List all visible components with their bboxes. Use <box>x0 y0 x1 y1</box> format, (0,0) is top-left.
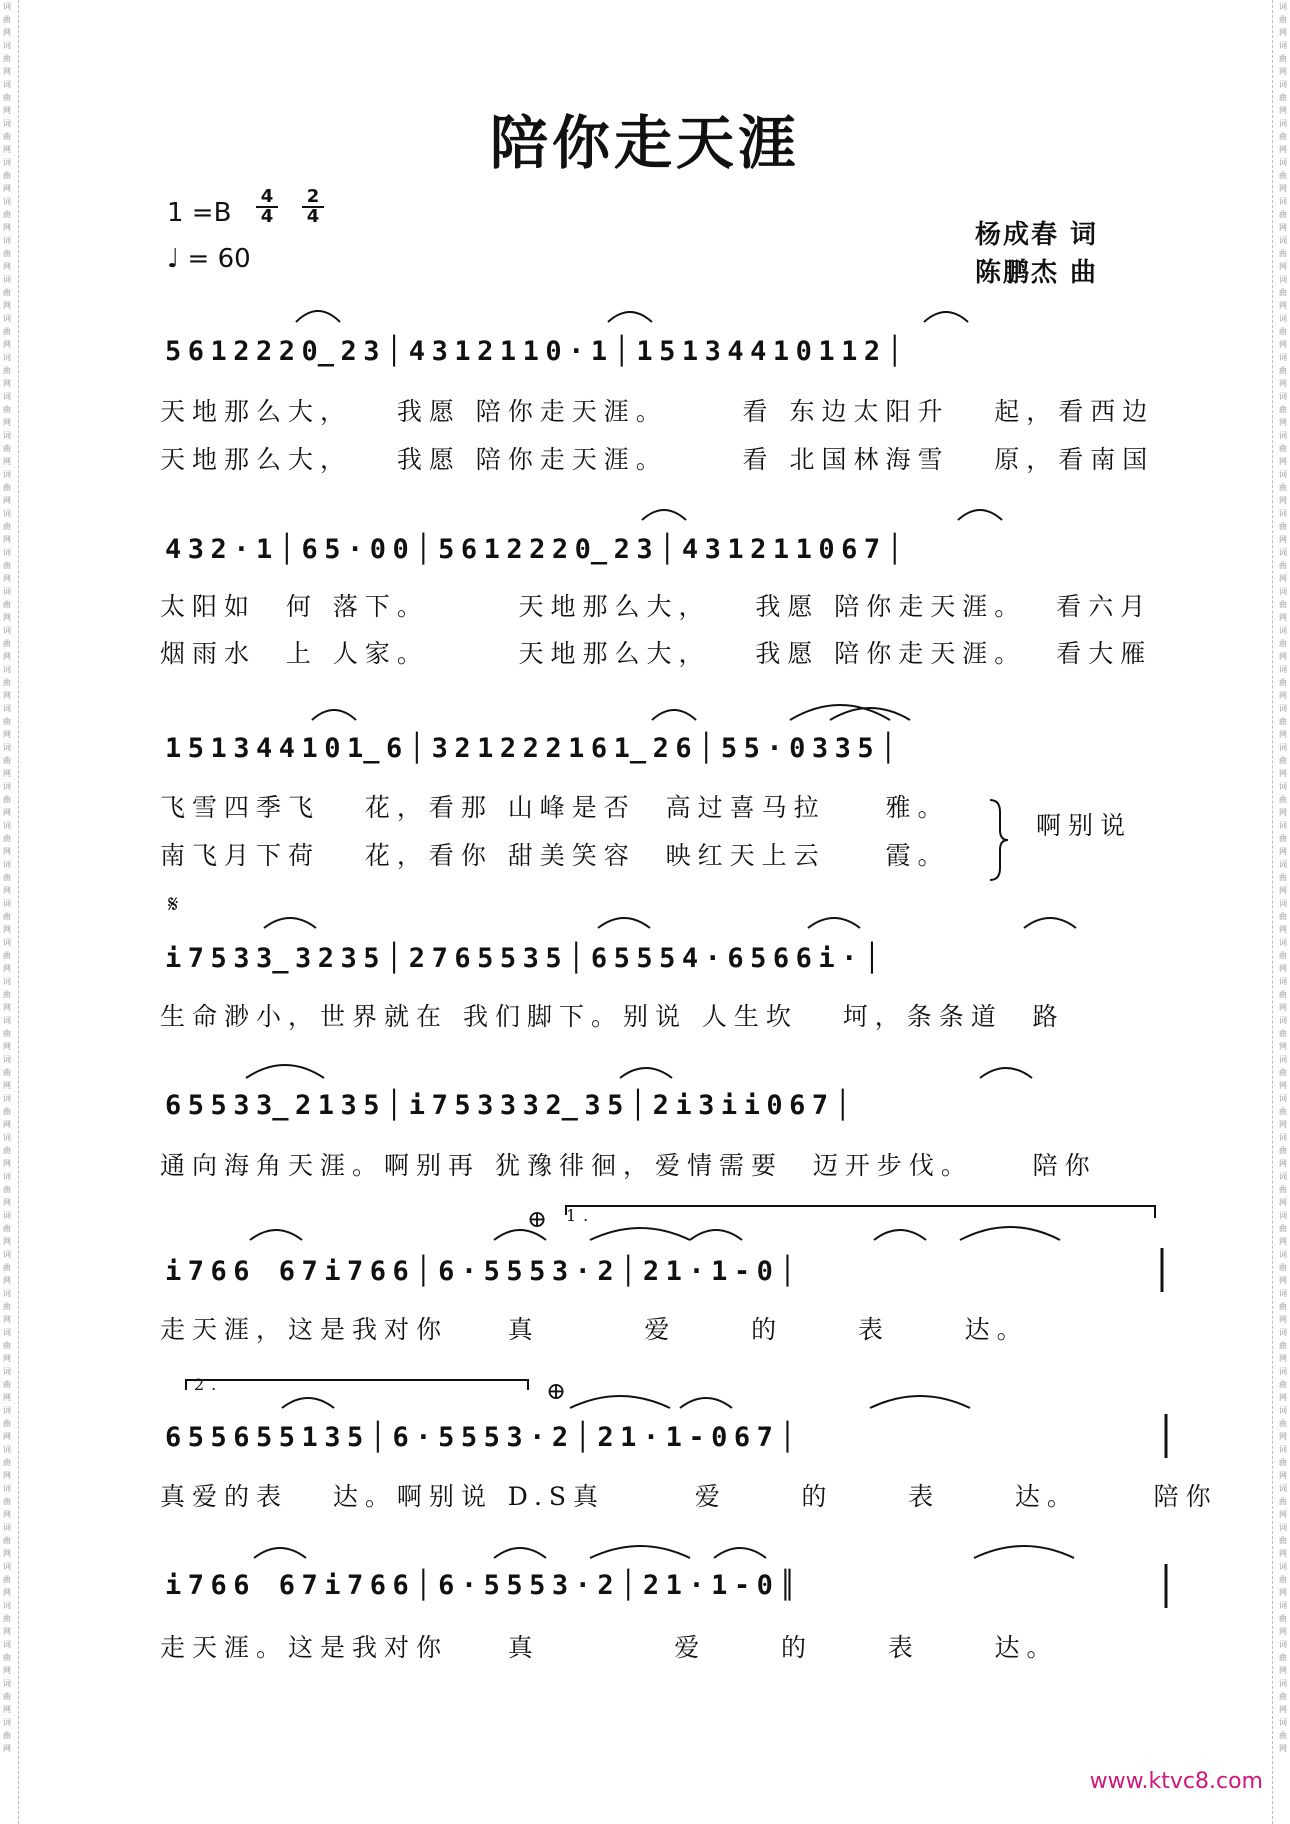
slur <box>680 1398 732 1408</box>
tempo-marking: ♩ = 60 <box>167 244 251 274</box>
slur <box>598 918 650 928</box>
notation-line-2: 432·1│65·00│5612220̲23│431211067│ <box>165 534 910 565</box>
slur <box>282 1398 334 1408</box>
slur <box>874 1230 926 1240</box>
brace <box>990 800 1008 880</box>
lyrics-line-1b: 天地那么大， 我愿 陪你走天涯。 看 北国林海雪 原，看南国 <box>160 445 1155 474</box>
coda-sign-2: ⊕ <box>546 1377 574 1405</box>
slur <box>714 1548 766 1558</box>
lyrics-line-7: 真爱的表 达。啊别说 D.S真 爱 的 表 达。 陪你 <box>160 1482 1218 1511</box>
slur <box>924 312 968 322</box>
brace-lyric: 啊别说 <box>1036 811 1133 840</box>
slur <box>974 1546 1074 1558</box>
volta-1-label: 1. <box>566 1206 596 1225</box>
quarter-note-icon: ♩ <box>167 244 180 274</box>
lyrics-line-2b: 烟雨水 上 人家。 天地那么大， 我愿 陪你走天涯。 看大雁 <box>160 639 1153 668</box>
slur <box>1024 918 1076 928</box>
lyrics-line-3a: 飞雪四季飞 花，看那 山峰是否 高过喜马拉 雅。 <box>160 793 950 822</box>
slur <box>312 710 356 720</box>
time-signature-2-4: $\frac{2}{4}$ <box>302 188 324 226</box>
volta-2-label: 2. <box>194 1375 224 1394</box>
left-side-watermark: 词 曲 网 词 曲 网 词 曲 网 词 曲 网 词 曲 网 词 曲 网 词 曲 网 词 曲 网 词 曲 网 词 曲 网 词 曲 网 词 曲 网 词 曲 网 词 曲 网 词 曲 网 词 曲 网 词 曲 网 词 曲 网 词 曲 网 词 曲 网 词 曲 网 词 曲 网 词 曲 网 词 曲 网 词 曲 网 词 曲 网 词 曲 网 词 曲 网 词 曲 网 词 曲 网 词 曲 网 词 曲 网 词 曲 网 词 曲 网 词 曲 网 词 曲 网 词 曲 网 词 曲 网 词 曲 网 词 曲 网 词 曲 网 词 曲 网 词 曲 网 词 曲 网 词 曲 网 <box>3 2 11 1753</box>
slur <box>652 710 696 720</box>
lyrics-line-4: 生命渺小，世界就在 我们脚下。别说 人生坎 坷，条条道 路 <box>160 1002 1065 1031</box>
lyrics-line-5: 通向海角天涯。啊别再 犹豫徘徊，爱情需要 迈开步伐。 陪你 <box>160 1151 1097 1180</box>
time-signature-4-4: $\frac{4}{4}$ <box>256 188 278 226</box>
slur <box>870 1396 970 1408</box>
slur <box>570 1396 670 1408</box>
lyrics-line-8: 走天涯。这是我对你 真 爱 的 表 达。 <box>160 1633 1059 1662</box>
lyrics-line-2a: 太阳如 何 落下。 天地那么大， 我愿 陪你走天涯。 看六月 <box>160 592 1153 621</box>
slur <box>296 311 340 322</box>
lyrics-line-1a: 天地那么大， 我愿 陪你走天涯。 看 东边太阳升 起，看西边 <box>160 397 1155 426</box>
lyrics-line-6: 走天涯，这是我对你 真 爱 的 表 达。 <box>160 1315 1029 1344</box>
key-signature: 1 =B <box>167 198 232 228</box>
slur <box>980 1068 1032 1078</box>
volta-1-bracket <box>566 1206 1155 1218</box>
slur <box>254 1548 306 1558</box>
notation-line-1: 5612220̲23│4312110·1│15134410112│ <box>165 336 910 367</box>
song-title: 陪你走天涯 <box>489 109 800 177</box>
notation-line-7: 655655135│6·5553·2│21·1-067│ <box>165 1422 803 1453</box>
lyrics-line-3b: 南飞月下荷 花，看你 甜美笑容 映红天上云 霞。 <box>160 841 950 870</box>
slur <box>808 918 860 928</box>
slur <box>590 1546 690 1558</box>
coda-sign-1: ⊕ <box>527 1205 555 1233</box>
slur <box>494 1548 546 1558</box>
slur <box>960 1227 1060 1240</box>
slur <box>958 510 1002 520</box>
slur <box>250 1230 302 1240</box>
slur <box>620 1068 672 1078</box>
notation-line-4: i7533̲3235│2765535│65554·6566i·│ <box>165 943 887 974</box>
slur <box>608 312 652 322</box>
slur <box>590 1228 690 1240</box>
slur <box>642 510 686 520</box>
volta-2-bracket <box>186 1380 528 1390</box>
right-side-watermark: 词 曲 网 词 曲 网 词 曲 网 词 曲 网 词 曲 网 词 曲 网 词 曲 网 词 曲 网 词 曲 网 词 曲 网 词 曲 网 词 曲 网 词 曲 网 词 曲 网 词 曲 网 词 曲 网 词 曲 网 词 曲 网 词 曲 网 词 曲 网 词 曲 网 词 曲 网 词 曲 网 词 曲 网 词 曲 网 词 曲 网 词 曲 网 词 曲 网 词 曲 网 词 曲 网 词 曲 网 词 曲 网 词 曲 网 词 曲 网 词 曲 网 词 曲 网 词 曲 网 词 曲 网 词 曲 网 词 曲 网 词 曲 网 词 曲 网 词 曲 网 词 曲 网 词 曲 网 <box>1279 2 1287 1753</box>
notation-line-6: i766 67i766│6·5553·2│21·1-0│ <box>165 1256 803 1287</box>
site-watermark: www.ktvc8.com <box>1089 1769 1263 1794</box>
slur <box>690 1230 742 1240</box>
notation-line-3: 151344101̲6│321222161̲26│55·0335│ <box>165 733 903 764</box>
composer-credit: 陈鹏杰 曲 <box>975 258 1099 288</box>
notation-line-8: i766 67i766│6·5553·2│21·1-0║ <box>165 1570 803 1601</box>
slur <box>494 1230 546 1240</box>
slur <box>264 918 316 928</box>
slur <box>246 1065 324 1078</box>
segno-sign: 𝄋 <box>168 890 186 918</box>
notation-line-5: 65533̲2135│i753332̲35│2i3ii067│ <box>165 1090 858 1121</box>
lyricist-credit: 杨成春 词 <box>975 220 1099 250</box>
